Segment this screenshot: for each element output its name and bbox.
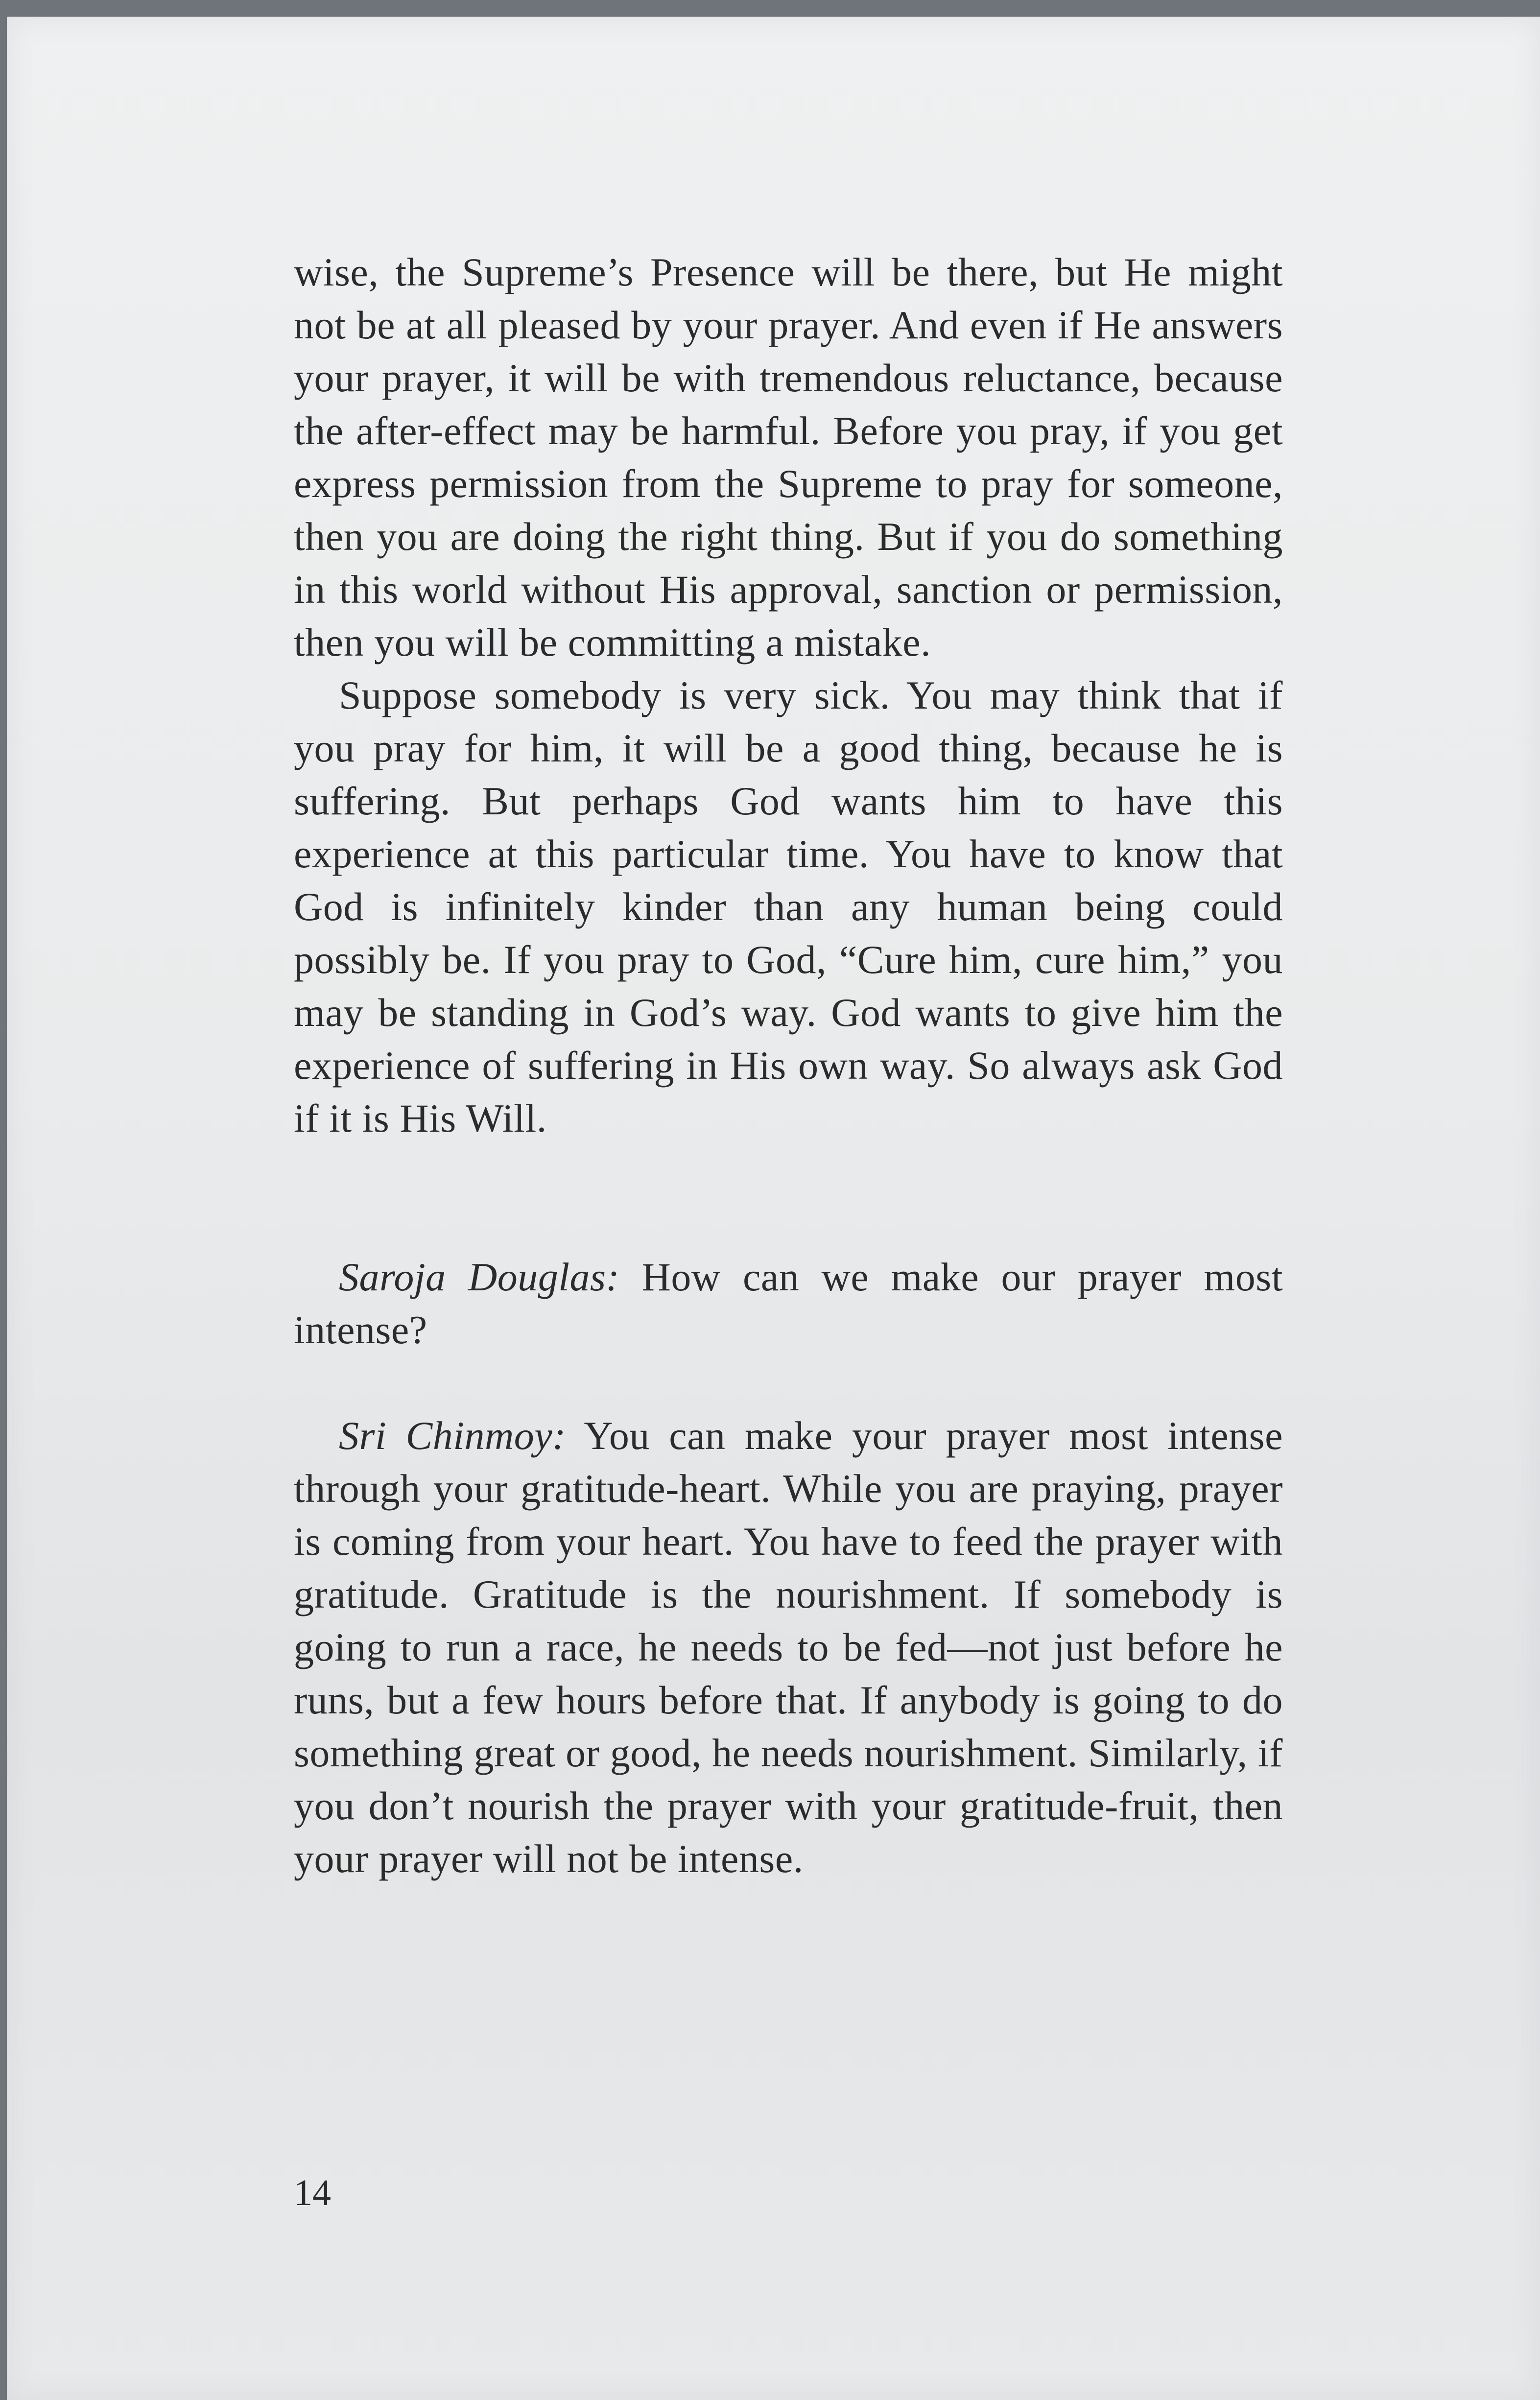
answer-speaker: Sri Chinmoy: — [339, 1413, 566, 1458]
page-number: 14 — [294, 2172, 331, 2213]
body-text — [294, 246, 1283, 1885]
book-page — [7, 17, 1540, 2400]
answer-text: You can make your prayer most intense through your gratitude-heart. While you are praying, prayer is coming from your heart. You have to feed the prayer with gratitude. Gratitude is the nourishment. If somebody is going to run a race, he needs to be fed—not just before he runs, but a few hours before that. If anybody is going to do something great or good, he needs nourishment. Similarly, if you don’t nourish the prayer with your gratitude-fruit, then your prayer will not be intense. — [294, 1413, 1283, 1881]
answer-paragraph — [294, 1409, 1283, 1885]
paragraph-sick: Suppose somebody is very sick. You may think that if you pray for him, it will be a good thing, because he is suffering. But perhaps God wants him to have this experience at this particular time. You have to know that God is infinitely kinder than any human being could possibly be. If you pray to God, “Cure him, cure him,” you may be standing in God’s way. God wants to give him the experience of suffering in His own way. So always ask God if it is His Will. — [294, 673, 1283, 1141]
question-speaker: Saroja Douglas: — [339, 1255, 620, 1299]
question-paragraph — [294, 1251, 1283, 1356]
question-text: How can we make our prayer most intense? — [294, 1255, 1283, 1352]
paragraph-continuation: wise, the Supreme’s Presence will be there, but He might not be at all pleased by your prayer. And even if He answers your prayer, it will be with tremendous reluctance, because the after-effect may be harmful. Before you pray, if you get express permission from the Supreme to pray for someone, then you are doing the right thing. But if you do something in this world without His approval, sanction or permission, then you will be committing a mistake. — [294, 250, 1283, 665]
